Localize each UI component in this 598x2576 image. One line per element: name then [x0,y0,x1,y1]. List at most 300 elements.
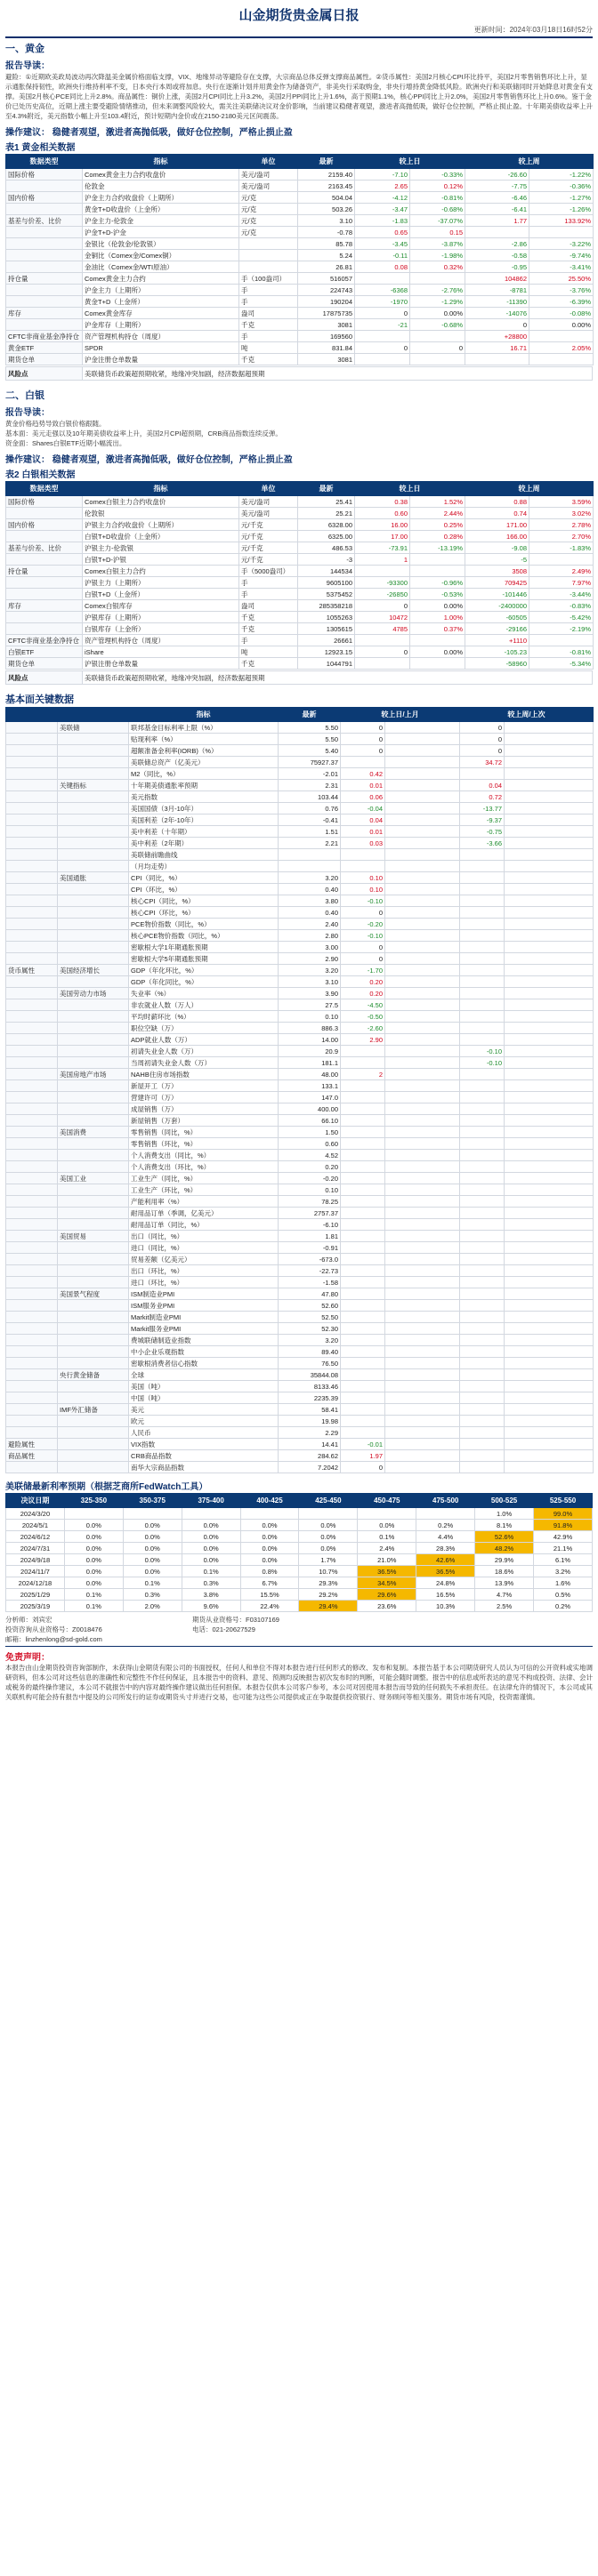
row-change-bar [385,1416,460,1427]
row-month-change [341,1092,385,1103]
row-latest: 169560 [298,331,355,342]
table-row [6,1011,594,1023]
table-row [6,1150,594,1161]
row-prev-change [460,1427,505,1439]
row-week-change: -58960 [465,658,529,670]
row-month-change: -0.20 [341,919,385,930]
row-day-pct: -2.76% [410,285,465,296]
row-week-pct: 2.49% [529,566,594,577]
table-row [6,496,594,508]
fedwatch-col-header: 决议日期 [6,1494,65,1508]
row-subcategory [58,1381,129,1392]
row-category [6,757,58,768]
table-row [6,181,594,192]
fedwatch-prob: 0.2% [416,1520,475,1531]
row-category: CFTC非商业基金净持仓 [6,635,83,646]
silver-data-table [5,481,594,670]
fedwatch-prob: 52.6% [475,1531,534,1543]
row-month-change [341,1184,385,1196]
row-category [6,1138,58,1150]
table-row [6,285,594,296]
row-unit: 元/千克 [239,519,298,531]
row-prev-change [460,1231,505,1242]
invest-license: 投资咨询从业资格号：Z0018476 [5,1625,102,1633]
silver-guide-title: 报告导读： [5,408,50,418]
row-day-pct: -0.68% [410,319,465,331]
row-change-bar [385,861,460,872]
row-category [6,1034,58,1046]
gold-col-header: 数据类型 [6,155,83,169]
gold-section-title: 一、黄金 [5,44,44,54]
row-change-bar [385,1046,460,1057]
row-latest: 3.00 [279,942,341,953]
row-category [6,589,83,600]
row-latest: 1305615 [298,623,355,635]
row-day-change: -73.91 [355,542,410,554]
row-change-bar [385,757,460,768]
row-unit: 美元/盎司 [239,496,298,508]
row-subcategory [58,1011,129,1023]
row-day-change: 0 [355,600,410,612]
silver-risk-label: 风险点 [6,671,83,685]
row-change-bar [385,1312,460,1323]
row-day-change [355,658,410,670]
fundamentals-col-header: 较上日/上月 [341,708,460,722]
row-week-change: -6.46 [465,192,529,204]
row-category: 基差与价差、比价 [6,542,83,554]
fedwatch-prob: 21.0% [358,1554,416,1566]
row-subcategory [58,1450,129,1462]
row-category: 基差与价差、比价 [6,215,83,227]
row-category [6,1115,58,1127]
row-change-bar [385,942,460,953]
table-row [6,554,594,566]
row-category [6,1011,58,1023]
row-change-bar [385,1335,460,1346]
row-latest: 1.50 [279,1127,341,1138]
row-prev-change [460,1219,505,1231]
row-prev-bar [505,1080,594,1092]
fedwatch-prob: 28.3% [416,1543,475,1554]
row-prev-change [460,1011,505,1023]
fedwatch-prob [64,1508,123,1520]
row-indicator: 黄金T+D收盘价（上金所） [83,204,239,215]
table-row [6,930,594,942]
row-change-bar [385,1381,460,1392]
row-prev-change [460,1161,505,1173]
row-month-change [341,1080,385,1092]
row-month-change: 2 [341,1069,385,1080]
row-indicator: 联邦基金目标利率上限（%） [129,722,279,734]
fedwatch-prob: 36.5% [416,1566,475,1577]
table-row [6,965,594,976]
row-latest: 3081 [298,319,355,331]
row-latest: 400.00 [279,1103,341,1115]
row-unit: 手 [239,285,298,296]
row-prev-bar [505,1231,594,1242]
row-week-change: -5 [465,554,529,566]
row-category [6,895,58,907]
row-week-change: 16.71 [465,342,529,354]
row-prev-bar [505,1381,594,1392]
table-row [6,1242,594,1254]
row-category [6,238,83,250]
table-row [6,1358,594,1369]
table-row [6,1092,594,1103]
row-category [6,1057,58,1069]
fedwatch-row [6,1577,593,1589]
row-month-change: 0.04 [341,815,385,826]
row-prev-bar [505,1103,594,1115]
row-prev-change [460,884,505,895]
table-row [6,1080,594,1092]
row-prev-change [460,1369,505,1381]
row-prev-change [460,1103,505,1115]
row-category [6,745,58,757]
row-change-bar [385,1034,460,1046]
row-month-change [341,1057,385,1069]
row-category: 国际价格 [6,169,83,181]
row-month-change: 0 [341,745,385,757]
row-unit [239,261,298,273]
fedwatch-prob: 36.5% [358,1566,416,1577]
row-change-bar [385,1323,460,1335]
table-row [6,838,594,849]
row-subcategory [58,1439,129,1450]
table-row [6,1416,594,1427]
row-day-pct [410,331,465,342]
table-row [6,1196,594,1208]
row-category: 持仓量 [6,273,83,285]
row-unit: 盎司 [239,308,298,319]
row-category [6,554,83,566]
row-latest: 19.98 [279,1416,341,1427]
row-month-change [341,849,385,861]
fedwatch-prob: 0.1% [182,1566,240,1577]
row-day-change [355,635,410,646]
table-row [6,589,594,600]
row-month-change [341,1254,385,1265]
table-row [6,803,594,815]
row-prev-bar [505,1208,594,1219]
fedwatch-prob [182,1508,240,1520]
fedwatch-prob: 0.0% [64,1531,123,1543]
row-prev-bar [505,1115,594,1127]
row-day-pct: 0.15 [410,227,465,238]
fedwatch-row [6,1520,593,1531]
row-indicator: 美联储总资产（亿美元） [129,757,279,768]
row-day-change: 2.65 [355,181,410,192]
row-prev-change [460,1150,505,1161]
row-prev-bar [505,1046,594,1057]
row-change-bar [385,1127,460,1138]
row-prev-bar [505,838,594,849]
email-address[interactable]: 邮箱：linzhenlong@sd-gold.com [5,1635,102,1643]
row-subcategory [58,1208,129,1219]
row-latest: 133.1 [279,1080,341,1092]
row-category [6,1080,58,1092]
row-category [6,791,58,803]
row-category [6,285,83,296]
row-change-bar [385,1069,460,1080]
fedwatch-prob: 21.1% [534,1543,593,1554]
row-week-change: -2400000 [465,600,529,612]
row-category [6,181,83,192]
table-row [6,988,594,999]
row-subcategory: 美国景气程度 [58,1288,129,1300]
row-category [6,1392,58,1404]
row-category: 期货仓单 [6,354,83,365]
table-row [6,1323,594,1335]
row-unit: 手（100盎司） [239,273,298,285]
fundamentals-table-header [6,708,594,722]
row-day-pct [410,554,465,566]
row-category [6,1312,58,1323]
table-row [6,1288,594,1300]
row-indicator: 金铜比（Comex金/Comex铜） [83,250,239,261]
table-row [6,780,594,791]
row-prev-bar [505,1057,594,1069]
row-subcategory: 美国经济增长 [58,965,129,976]
row-unit: 元/千克 [239,531,298,542]
row-latest: 2.29 [279,1427,341,1439]
row-subcategory: 美国消费 [58,1127,129,1138]
row-indicator: 职位空缺（万） [129,1023,279,1034]
row-change-bar [385,791,460,803]
row-subcategory [58,942,129,953]
row-change-bar [385,1161,460,1173]
row-latest: 3.90 [279,988,341,999]
row-prev-bar [505,1369,594,1381]
row-week-pct: -0.08% [529,308,594,319]
row-latest: 2.40 [279,919,341,930]
row-week-pct [529,354,594,365]
row-change-bar [385,1358,460,1369]
row-indicator: 核心CPI（环比，%） [129,907,279,919]
table-row [6,566,594,577]
fedwatch-col-header: 500-525 [475,1494,534,1508]
row-prev-bar [505,976,594,988]
row-change-bar [385,895,460,907]
row-category [6,261,83,273]
row-day-pct: 1.52% [410,496,465,508]
fundamentals-col-header: 最新 [279,708,341,722]
row-prev-change [460,1208,505,1219]
row-latest: 3.10 [298,215,355,227]
row-indicator: 出口（同比，%） [129,1231,279,1242]
row-day-pct: -3.87% [410,238,465,250]
row-prev-bar [505,791,594,803]
fundamentals-col-header: 较上周/上次 [460,708,594,722]
row-prev-bar [505,1358,594,1369]
row-month-change [341,1335,385,1346]
row-category: 商品属性 [6,1450,58,1462]
row-week-pct: -1.27% [529,192,594,204]
row-indicator: GDP（年化同比，%） [129,976,279,988]
row-category [6,1277,58,1288]
row-indicator: 美国国债（3月-10年） [129,803,279,815]
row-latest: 25.41 [298,496,355,508]
table-row [6,1346,594,1358]
row-category [6,1358,58,1369]
table-row [6,872,594,884]
row-indicator: Comex白银库存 [83,600,239,612]
table-row [6,1427,594,1439]
row-prev-change [460,895,505,907]
row-category [6,1046,58,1057]
row-latest: 2.80 [279,930,341,942]
row-week-pct [529,331,594,342]
row-category [6,999,58,1011]
row-day-pct: -37.07% [410,215,465,227]
row-subcategory: 美国通胀 [58,872,129,884]
row-prev-change [460,1404,505,1416]
row-subcategory [58,1300,129,1312]
row-category [6,1231,58,1242]
fedwatch-prob: 0.0% [182,1543,240,1554]
fedwatch-prob: 0.0% [123,1520,182,1531]
row-prev-change: -13.77 [460,803,505,815]
fedwatch-prob: 0.0% [123,1531,182,1543]
row-subcategory [58,953,129,965]
row-prev-change: 0 [460,745,505,757]
row-prev-bar [505,1219,594,1231]
table-row [6,907,594,919]
row-indicator: Markit服务业PMI [129,1323,279,1335]
row-month-change [341,1381,385,1392]
row-day-change: 17.00 [355,531,410,542]
row-latest: 2235.39 [279,1392,341,1404]
row-month-change [341,1265,385,1277]
row-month-change: 1.97 [341,1450,385,1462]
row-month-change: 0.20 [341,988,385,999]
row-latest: 4.52 [279,1150,341,1161]
row-week-change: -0.95 [465,261,529,273]
row-week-pct: 133.92% [529,215,594,227]
row-prev-change: -0.75 [460,826,505,838]
table-row [6,1023,594,1034]
row-indicator: 进口（环比，%） [129,1277,279,1288]
row-latest: 285358218 [298,600,355,612]
row-week-pct: 7.97% [529,577,594,589]
row-prev-bar [505,849,594,861]
row-week-change: -29166 [465,623,529,635]
table-row [6,204,594,215]
row-latest: -0.20 [279,1173,341,1184]
row-category [6,838,58,849]
row-category [6,953,58,965]
fedwatch-row [6,1508,593,1520]
gold-col-header: 单位 [239,155,298,169]
row-latest: -0.91 [279,1242,341,1254]
row-latest: 831.84 [298,342,355,354]
row-change-bar [385,999,460,1011]
row-latest: 1.51 [279,826,341,838]
fedwatch-prob: 10.7% [299,1566,358,1577]
row-month-change: 0 [341,953,385,965]
row-month-change [341,1173,385,1184]
row-prev-change: -3.66 [460,838,505,849]
fedwatch-prob: 0.0% [358,1520,416,1531]
row-subcategory [58,1034,129,1046]
row-week-pct: -6.39% [529,296,594,308]
row-subcategory [58,838,129,849]
row-indicator: SPDR [83,342,239,354]
table-row [6,612,594,623]
row-prev-bar [505,1300,594,1312]
row-category [6,296,83,308]
row-prev-bar [505,722,594,734]
row-week-pct: 25.50% [529,273,594,285]
row-category [6,1288,58,1300]
row-latest [279,849,341,861]
table-row [6,623,594,635]
row-month-change: 0.01 [341,780,385,791]
row-prev-bar [505,734,594,745]
row-subcategory [58,884,129,895]
row-day-pct: -0.96% [410,577,465,589]
row-latest: 26661 [298,635,355,646]
fedwatch-prob: 42.9% [534,1531,593,1543]
row-indicator: 出口（环比，%） [129,1265,279,1277]
row-prev-change [460,1184,505,1196]
fedwatch-prob: 0.1% [123,1577,182,1589]
table-row [6,658,594,670]
row-latest: 1055263 [298,612,355,623]
row-week-change: 0.74 [465,508,529,519]
row-prev-bar [505,965,594,976]
row-latest: 2159.40 [298,169,355,181]
fedwatch-prob: 0.1% [64,1601,123,1612]
row-indicator: 人民币 [129,1427,279,1439]
row-unit: 元/克 [239,227,298,238]
row-indicator: 新屋销售（万套） [129,1115,279,1127]
fedwatch-prob: 29.4% [299,1601,358,1612]
contact-block [5,1615,593,1644]
row-change-bar [385,1277,460,1288]
row-prev-bar [505,1173,594,1184]
row-subcategory [58,999,129,1011]
table-row [6,1404,594,1416]
row-prev-change [460,1034,505,1046]
row-subcategory: 美联储 [58,722,129,734]
row-day-change: 0 [355,308,410,319]
row-prev-bar [505,1138,594,1150]
row-prev-bar [505,1242,594,1254]
row-week-pct: -0.83% [529,600,594,612]
row-subcategory [58,1323,129,1335]
table-row [6,319,594,331]
row-prev-bar [505,942,594,953]
silver-table-header [6,482,594,496]
row-category [6,907,58,919]
row-prev-bar [505,1450,594,1462]
table-row [6,1312,594,1323]
row-category [6,1103,58,1115]
row-change-bar [385,872,460,884]
row-week-change: -11390 [465,296,529,308]
row-change-bar [385,1242,460,1254]
row-month-change [341,861,385,872]
row-subcategory [58,976,129,988]
row-day-change: 4785 [355,623,410,635]
row-subcategory [58,1416,129,1427]
row-subcategory [58,1358,129,1369]
row-prev-change [460,1288,505,1300]
row-change-bar [385,1404,460,1416]
fedwatch-prob: 34.5% [358,1577,416,1589]
row-unit: 吨 [239,342,298,354]
